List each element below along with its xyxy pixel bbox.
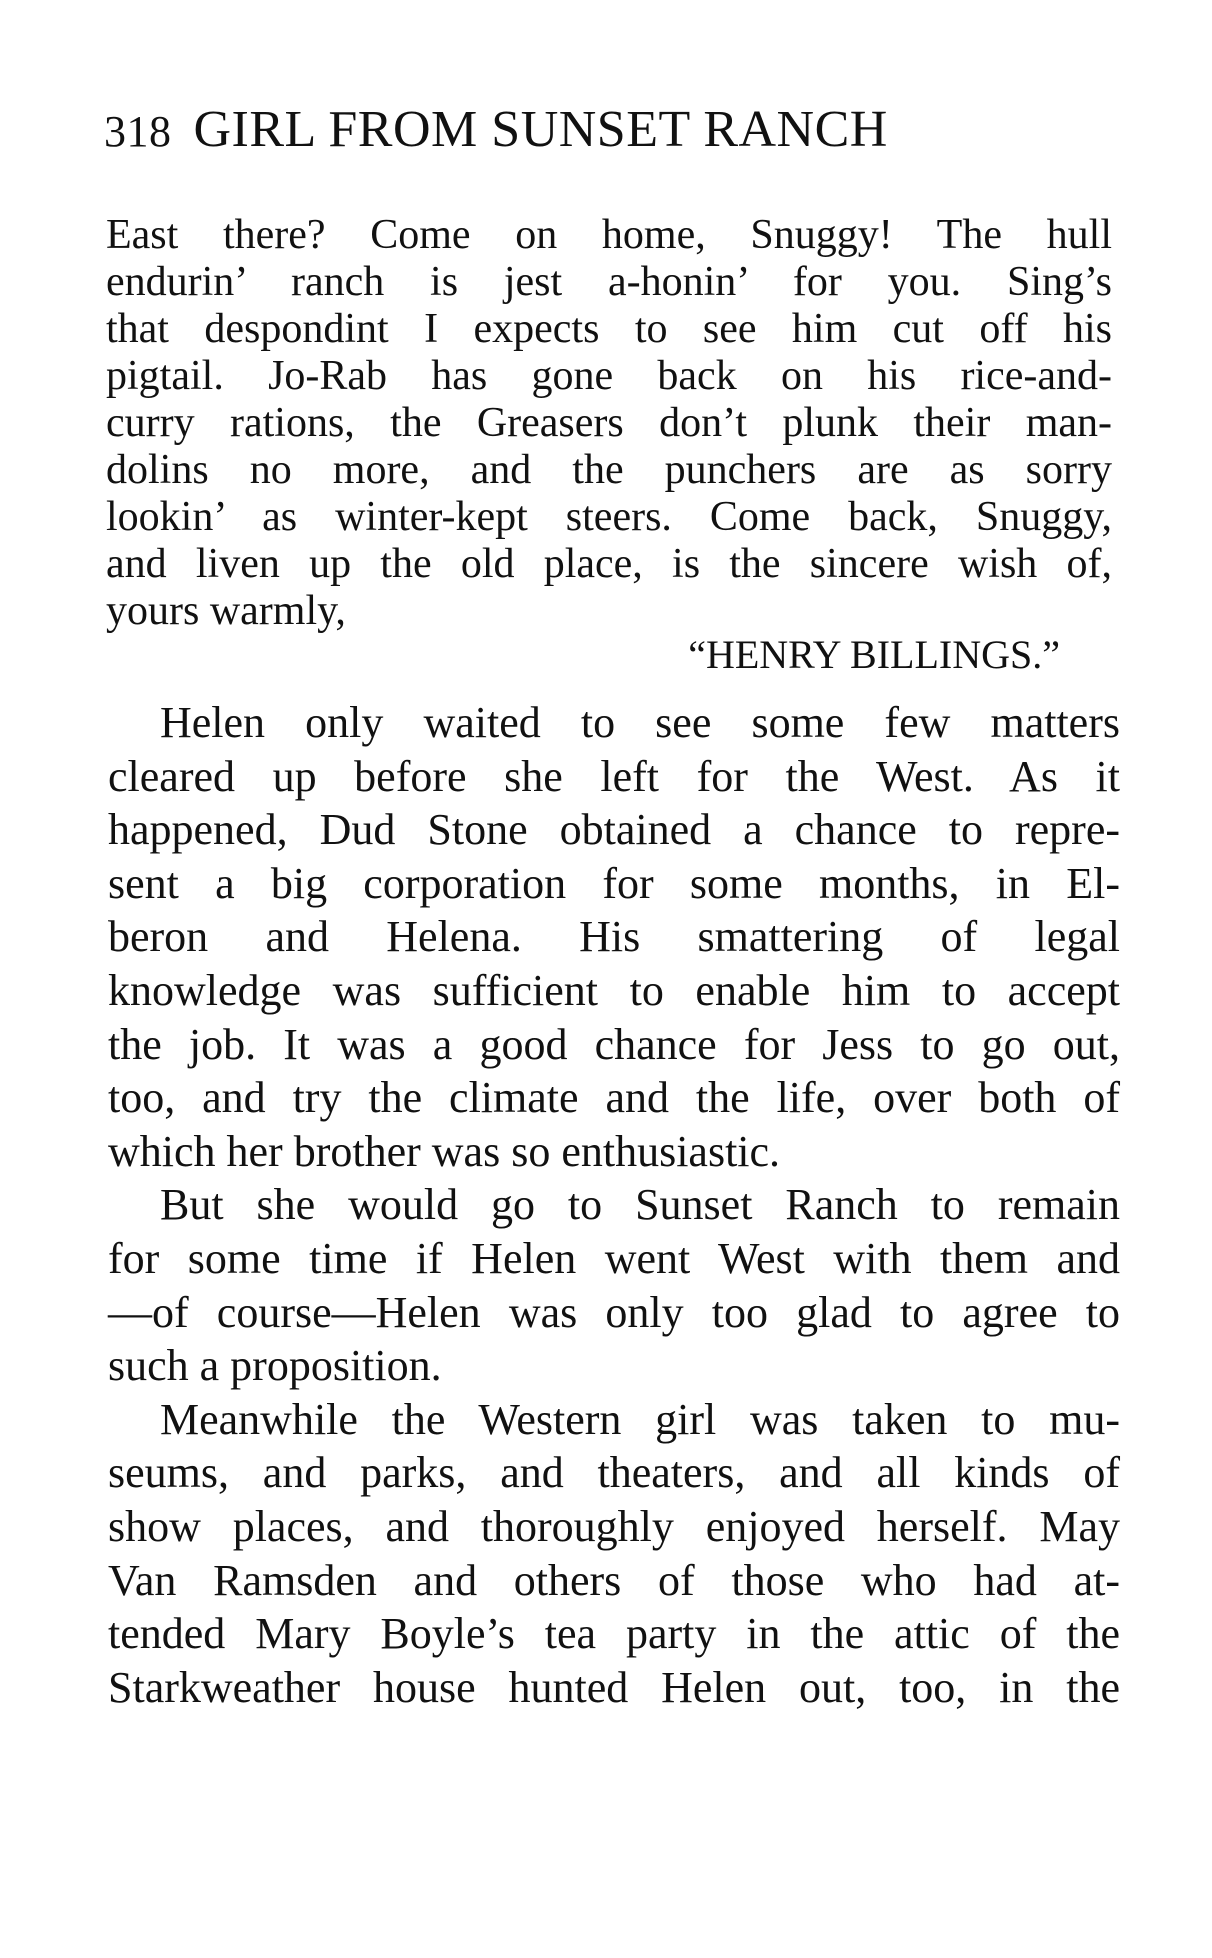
text-line: lookin’ as winter-kept steers. Come back, Snuggy, [106, 494, 1112, 540]
text-line: that despondint I expects to see him cut off his [106, 306, 1112, 352]
text-line: show places, and thoroughly enjoyed herself. May [108, 1501, 1120, 1551]
text-line: But she would go to Sunset Ranch to remain [160, 1180, 1120, 1230]
page-number: 318 [104, 107, 172, 156]
book-title: GIRL FROM SUNSET RANCH [193, 101, 888, 158]
text-line: East there? Come on home, Snuggy! The hull [106, 212, 1112, 258]
text-line: curry rations, the Greasers don’t plunk their man- [106, 400, 1112, 446]
text-line: the job. It was a good chance for Jess to go out, [108, 1019, 1120, 1069]
text-line: Starkweather house hunted Helen out, too, in the [108, 1662, 1120, 1712]
text-line: and liven up the old place, is the sincere wish of, [106, 541, 1112, 587]
text-line: beron and Helena. His smattering of legal [108, 912, 1120, 962]
text-line: Van Ramsden and others of those who had at- [108, 1555, 1120, 1605]
running-head [104, 100, 1004, 162]
text-line: —of course—Helen was only too glad to agree to [108, 1287, 1120, 1337]
text-line: Helen only waited to see some few matters [160, 698, 1120, 747]
text-line: for some time if Helen went West with them and [108, 1233, 1120, 1283]
body-text [108, 696, 1120, 1714]
text-line: pigtail. Jo-Rab has gone back on his rice-and- [106, 353, 1112, 399]
letter-text [106, 212, 1112, 635]
text-line: happened, Dud Stone obtained a chance to repre- [108, 805, 1120, 855]
letter-signature: “HENRY BILLINGS.” [688, 632, 1060, 677]
text-line: yours warmly, [106, 588, 346, 634]
text-line: dolins no more, and the punchers are as sorry [106, 447, 1112, 493]
text-line: knowledge was sufficient to enable him to accept [108, 965, 1120, 1015]
text-line: such a proposition. [108, 1341, 442, 1391]
text-line: sent a big corporation for some months, in El- [108, 858, 1120, 908]
text-line: which her brother was so enthusiastic. [108, 1126, 781, 1176]
text-line: tended Mary Boyle’s tea party in the attic of the [108, 1609, 1120, 1659]
text-line: Meanwhile the Western girl was taken to mu- [160, 1394, 1120, 1444]
text-line: endurin’ ranch is jest a-honin’ for you. Sing’s [106, 259, 1112, 305]
text-line: seums, and parks, and theaters, and all kinds of [108, 1448, 1120, 1498]
text-line: cleared up before she left for the West. As it [108, 751, 1120, 801]
text-line: too, and try the climate and the life, over both of [108, 1073, 1120, 1123]
